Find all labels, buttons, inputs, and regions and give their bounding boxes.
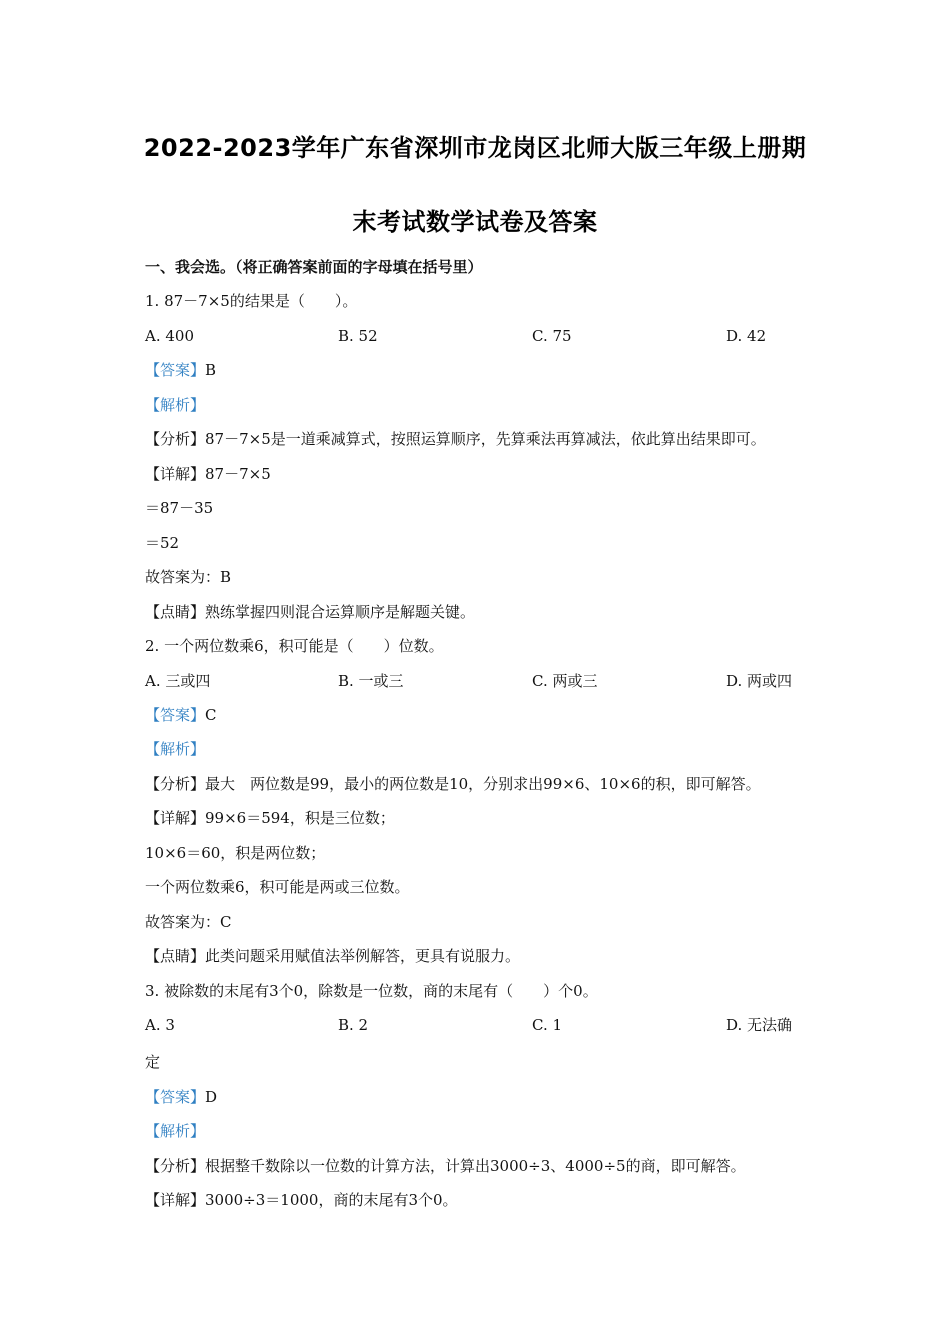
q3-xiangjie: 【详解】3000÷3＝1000，商的末尾有3个0。 xyxy=(145,1191,458,1209)
q3-option-c: C. 1 xyxy=(532,1016,563,1034)
q1-option-b: B. 52 xyxy=(338,327,378,345)
q1-xiangjie: 【详解】87－7×5 xyxy=(145,465,271,483)
q3-option-d: D. 无法确 xyxy=(726,1016,793,1034)
q2-options xyxy=(145,671,805,691)
q1-option-a: A. 400 xyxy=(145,327,194,345)
q1-step-1: ＝87－35 xyxy=(145,499,214,517)
q3-fenxi: 【分析】根据整千数除以一位数的计算方法，计算出3000÷3、4000÷5的商，即可解答。 xyxy=(145,1157,746,1175)
q3-analysis-tag: 【解析】 xyxy=(145,1122,206,1140)
q2-dianjing: 【点睛】此类问题采用赋值法举例解答，更具有说服力。 xyxy=(145,947,521,965)
q1-option-c: C. 75 xyxy=(532,327,572,345)
q1-options xyxy=(145,326,805,346)
q1-analysis-tag: 【解析】 xyxy=(145,396,206,414)
q1-stem: 1. 87－7×5的结果是（ ）。 xyxy=(145,292,358,310)
q2-step-1: 10×6＝60，积是两位数； xyxy=(145,844,326,862)
q2-option-a: A. 三或四 xyxy=(145,672,211,690)
doc-title-line-2: 末考试数学试卷及答案 xyxy=(352,208,598,236)
answer-value: D xyxy=(205,1088,218,1106)
answer-value: C xyxy=(205,706,217,724)
q1-step-2: ＝52 xyxy=(145,534,180,552)
answer-tag: 【答案】 xyxy=(145,1088,206,1106)
q2-option-d: D. 两或四 xyxy=(726,672,793,690)
q3-option-b: B. 2 xyxy=(338,1016,369,1034)
section-heading: 一、我会选。（将正确答案前面的字母填在括号里） xyxy=(145,258,483,276)
q2-option-c: C. 两或三 xyxy=(532,672,598,690)
q2-xiangjie: 【详解】99×6＝594，积是三位数； xyxy=(145,809,395,827)
q2-option-b: B. 一或三 xyxy=(338,672,404,690)
q3-stem: 3. 被除数的末尾有3个0，除数是一位数，商的末尾有（ ）个0。 xyxy=(145,982,598,1000)
q1-option-d: D. 42 xyxy=(726,327,767,345)
q1-conclusion: 故答案为：B xyxy=(145,568,232,586)
q2-analysis-tag: 【解析】 xyxy=(145,740,206,758)
q1-dianjing: 【点睛】熟练掌握四则混合运算顺序是解题关键。 xyxy=(145,603,476,621)
q2-step-2: 一个两位数乘6，积可能是两或三位数。 xyxy=(145,878,410,896)
q2-conclusion: 故答案为：C xyxy=(145,913,232,931)
q3-option-wrap: 定 xyxy=(145,1053,161,1071)
doc-title-line-1: 2022-2023学年广东省深圳市龙岗区北师大版三年级上册期 xyxy=(143,134,807,162)
q3-answer xyxy=(145,1087,217,1107)
q3-option-a: A. 3 xyxy=(145,1016,175,1034)
answer-tag: 【答案】 xyxy=(145,706,206,724)
answer-tag: 【答案】 xyxy=(145,361,206,379)
q1-answer xyxy=(145,360,216,380)
answer-value: B xyxy=(205,361,217,379)
q3-options xyxy=(145,1015,805,1035)
q2-fenxi: 【分析】最大 两位数是99，最小的两位数是10，分别求出99×6、10×6的积，即可解答。 xyxy=(145,775,761,793)
q2-answer xyxy=(145,705,217,725)
q1-fenxi: 【分析】87－7×5是一道乘减算式，按照运算顺序，先算乘法再算减法，依此算出结果即可。 xyxy=(145,430,766,448)
q2-stem: 2. 一个两位数乘6，积可能是（ ）位数。 xyxy=(145,637,444,655)
